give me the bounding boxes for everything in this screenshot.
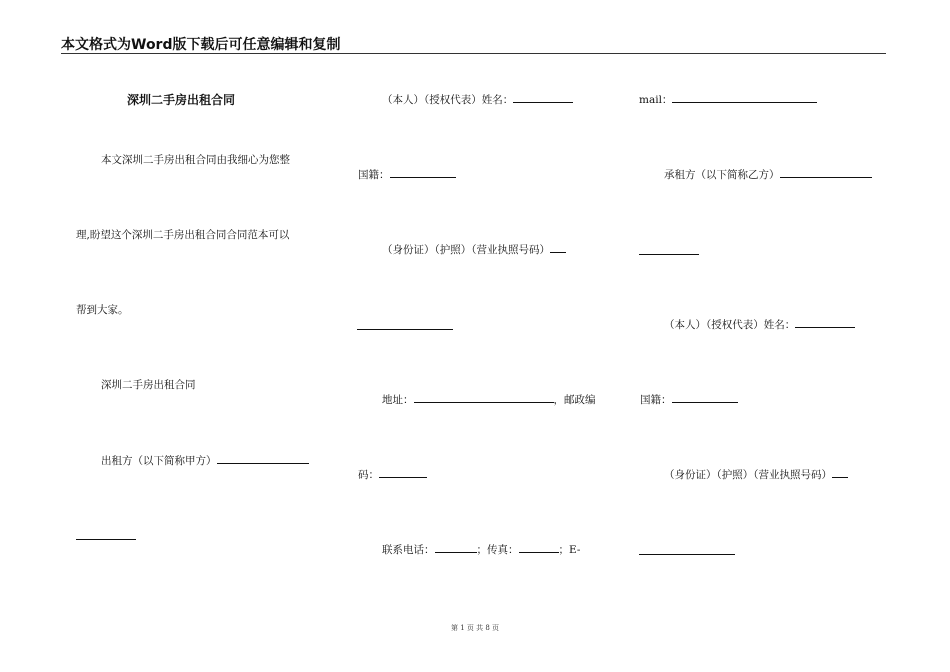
lessor-name-line [382, 92, 573, 107]
lessor-name-label: （本人）（授权代表）姓名： [382, 94, 514, 106]
lessor-phone-label: 联系电话： [382, 544, 435, 556]
lessor-continuation-blank [76, 539, 136, 540]
intro-line-3: 帮到大家。 [76, 304, 129, 316]
lessor-id-continuation-blank [357, 329, 453, 330]
intro-line-1: 本文深圳二手房出租合同由我细心为您整 [101, 154, 290, 166]
lessee-id-line [664, 467, 848, 482]
lessor-postal-label: ，邮政编 [553, 394, 596, 406]
lessor-phone-blank [435, 542, 477, 553]
lessor-address-label: 地址： [382, 394, 414, 406]
lessee-name-line [664, 317, 855, 332]
lessor-id-blank [550, 242, 566, 253]
lessee-name-blank [795, 317, 855, 328]
lessor-label: 出租方（以下简称甲方） [101, 455, 217, 467]
lessor-fax-label: ；传真： [476, 544, 519, 556]
lessor-id-line [382, 242, 566, 257]
document-header: 本文格式为Word版下载后可任意编辑和复制 [61, 37, 341, 53]
lessor-postal-blank [379, 467, 427, 478]
lessor-nationality-label: 国籍： [358, 169, 390, 181]
lessee-blank [780, 167, 872, 178]
lessor-mail-blank [672, 92, 817, 103]
lessee-nationality-label: 国籍： [640, 394, 672, 406]
lessor-id-label: （身份证）（护照）（营业执照号码） [382, 244, 550, 256]
page-footer: 第 1 页 共 8 页 [450, 624, 500, 632]
lessee-id-blank [832, 467, 848, 478]
lessor-party-line [101, 453, 309, 468]
lessee-id-label: （身份证）（护照）（营业执照号码） [664, 469, 832, 481]
lessee-nationality-blank [672, 392, 738, 403]
lessee-party-line [664, 167, 872, 182]
lessor-name-blank [513, 92, 573, 103]
lessor-nationality-line [358, 167, 456, 182]
lessor-postal-line [358, 467, 427, 482]
document-title: 深圳二手房出租合同 [127, 93, 236, 107]
lessor-contact-line [382, 542, 580, 557]
lessor-email-prefix: ；E- [558, 544, 581, 556]
lessor-fax-blank [519, 542, 559, 553]
lessee-continuation-blank [639, 254, 699, 255]
lessor-email-line [639, 92, 817, 107]
contract-subtitle: 深圳二手房出租合同 [101, 379, 196, 391]
lessee-name-label: （本人）（授权代表）姓名： [664, 319, 796, 331]
header-rule [61, 53, 886, 54]
lessor-blank [217, 453, 309, 464]
lessee-label: 承租方（以下简称乙方） [664, 169, 780, 181]
intro-line-2: 理,盼望这个深圳二手房出租合同合同范本可以 [76, 229, 290, 241]
lessor-nationality-blank [390, 167, 456, 178]
lessor-address-blank [414, 392, 554, 403]
lessor-mail-label: mail： [639, 94, 673, 106]
lessee-nationality-line [640, 392, 738, 407]
lessor-postal-label-2: 码： [358, 469, 379, 481]
lessor-address-line [382, 392, 596, 407]
lessee-id-continuation-blank [639, 554, 735, 555]
